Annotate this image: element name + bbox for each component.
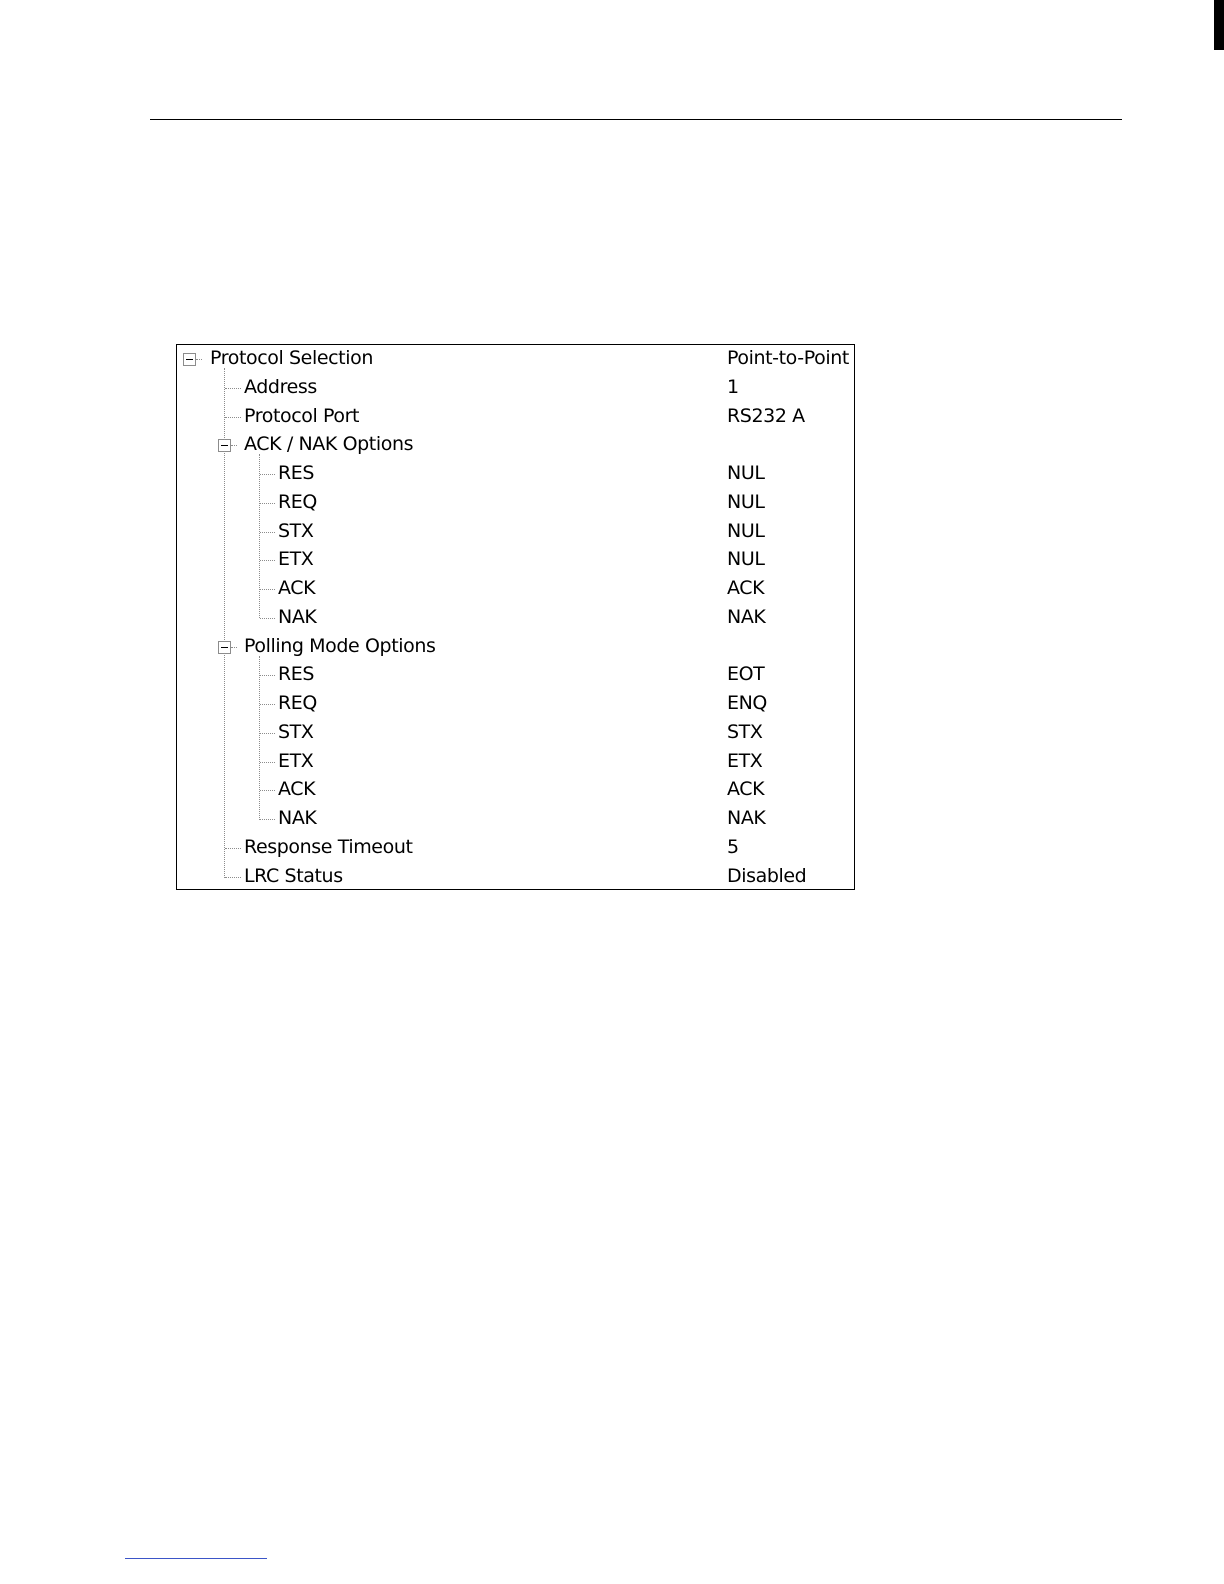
tree-row[interactable]	[177, 403, 854, 432]
tree-item-label[interactable]: ETX	[278, 548, 314, 571]
tree-item-value[interactable]: ACK	[727, 778, 765, 801]
tree-item-value[interactable]: 5	[727, 835, 739, 858]
tree-item-label[interactable]: REQ	[278, 692, 317, 714]
tree-connector	[225, 877, 241, 878]
tree-item-label[interactable]: RES	[278, 663, 315, 686]
tree-connector	[260, 762, 275, 763]
tree-item-value[interactable]: STX	[727, 720, 763, 743]
tree-connector	[260, 474, 275, 475]
tree-item-label[interactable]: ETX	[278, 749, 314, 772]
tree-row[interactable]	[177, 863, 854, 892]
tree-item-value[interactable]: NUL	[727, 548, 765, 571]
tree-item-value[interactable]: RS232 A	[727, 404, 805, 427]
tree-item-label[interactable]: ACK / NAK Options	[244, 433, 414, 456]
tree-connector	[260, 790, 275, 791]
tree-connector	[225, 848, 241, 849]
tree-row[interactable]	[177, 719, 854, 748]
tree-connector	[225, 388, 241, 389]
collapse-icon[interactable]	[183, 353, 196, 366]
tree-connector	[225, 417, 241, 418]
tree-item-value[interactable]: ACK	[727, 577, 765, 599]
tree-row[interactable]	[177, 374, 854, 403]
tree-row[interactable]	[177, 633, 854, 662]
tree-item-label[interactable]: Protocol Selection	[210, 347, 373, 369]
tree-row[interactable]	[177, 834, 854, 863]
tree-row[interactable]	[177, 518, 854, 547]
tree-item-value[interactable]: Point-to-Point	[727, 347, 849, 369]
tree-item-label[interactable]: RES	[278, 462, 315, 484]
tree-row[interactable]	[177, 776, 854, 805]
tree-item-value[interactable]: NUL	[727, 519, 765, 542]
tree-row[interactable]	[177, 345, 854, 374]
tree-item-label[interactable]: Polling Mode Options	[244, 634, 436, 657]
tree-connector	[260, 675, 275, 676]
tree-row[interactable]	[177, 546, 854, 575]
tree-row[interactable]	[177, 690, 854, 719]
tree-item-label[interactable]: Response Timeout	[244, 835, 413, 858]
tree-item-value[interactable]: NUL	[727, 462, 765, 484]
tree-row[interactable]	[177, 748, 854, 777]
tree-row[interactable]	[177, 460, 854, 489]
protocol-tree-panel	[176, 344, 855, 890]
tree-row[interactable]	[177, 489, 854, 518]
collapse-icon[interactable]	[218, 439, 231, 452]
tree-connector	[260, 589, 275, 590]
tree-connector	[260, 560, 275, 561]
tree-row[interactable]	[177, 805, 854, 834]
tree-item-label[interactable]: REQ	[278, 490, 317, 513]
tree-item-value[interactable]: NUL	[727, 490, 765, 513]
tree-connector	[260, 503, 275, 504]
tree-item-label[interactable]: LRC Status	[244, 864, 343, 887]
footer-link-underline	[125, 1558, 267, 1559]
tree-connector	[260, 618, 275, 619]
tree-row[interactable]	[177, 661, 854, 690]
tree-item-value[interactable]: ENQ	[727, 692, 767, 714]
tree-connector	[260, 532, 275, 533]
tree-item-label[interactable]: NAK	[278, 605, 317, 628]
tree-row[interactable]	[177, 575, 854, 604]
tree-item-value[interactable]: NAK	[727, 605, 766, 628]
tree-item-label[interactable]: Address	[244, 375, 317, 398]
tree-connector	[260, 704, 275, 705]
tree-item-value[interactable]: EOT	[727, 663, 765, 686]
tree-connector	[231, 647, 237, 648]
tree-item-label[interactable]: ACK	[278, 577, 316, 599]
tree-row[interactable]	[177, 431, 854, 460]
tree-connector	[260, 733, 275, 734]
collapse-icon[interactable]	[218, 641, 231, 654]
tree-item-value[interactable]: Disabled	[727, 864, 807, 887]
tree-connector	[260, 819, 275, 820]
tree-item-label[interactable]: STX	[278, 519, 314, 542]
tree-item-label[interactable]: NAK	[278, 807, 317, 829]
tree-item-value[interactable]: 1	[727, 375, 739, 398]
tree-connector	[231, 445, 237, 446]
tree-connector	[196, 359, 202, 360]
tree-item-label[interactable]: Protocol Port	[244, 404, 360, 427]
tree-item-label[interactable]: STX	[278, 720, 314, 743]
tree-item-value[interactable]: NAK	[727, 807, 766, 829]
header-rule	[150, 119, 1122, 120]
page-edge-marker	[1214, 0, 1224, 50]
tree-item-value[interactable]: ETX	[727, 749, 763, 772]
tree-row[interactable]	[177, 604, 854, 633]
tree-item-label[interactable]: ACK	[278, 778, 316, 801]
